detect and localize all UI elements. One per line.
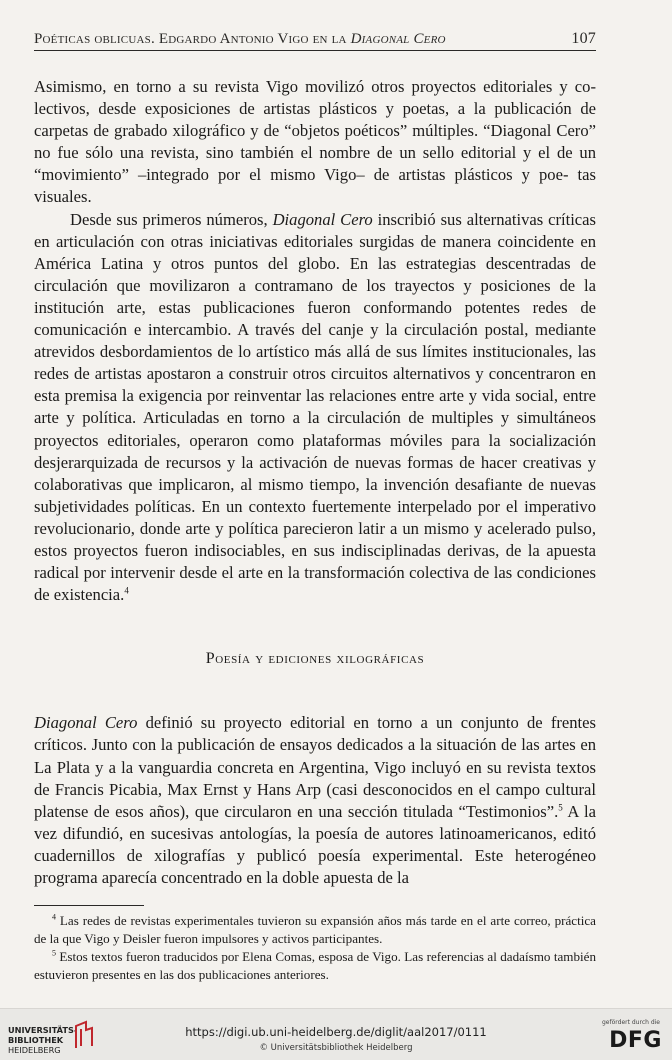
viewer-footer: [0, 1008, 672, 1060]
footnote-4: $^4$ Las redes de revistas experimentales tuvieron su expansión años más tarde en el arte correo, práctica de la que Vigo y Deisler fueron impulsores y activos participantes.: [34, 912, 596, 947]
paragraph-3: Diagonal Cero definió su proyecto editorial en torno a un conjunto de frentes críticos. Junto con la publicación de ensayos dedicados a la situación de las artes en La Plata y a la vanguardia concreta en Argentina, Vigo incluyó en su revista textos de Francis Picabia, Max Ernst y Hans Arp (casi desconocidos en el campo cultural platense de esos años), que circularon en una sección titulada “Testimonios”.$^5$ A la vez difundió, en sucesivas antologías, la poesía de autores latinoamericanos, editó cuadernillos de xilografías y publicó poesía experimental. Este heterogéneo programa aparecía concentrado en la doble apuesta de la: [34, 713, 596, 887]
library-logo-text: UNIVERSITÄTS- BIBLIOTHEK HEIDELBERG: [8, 1025, 78, 1055]
body-text: [34, 76, 596, 984]
footnote-ref-4[interactable]: 4: [124, 585, 129, 596]
page-number: 107: [571, 30, 596, 47]
running-head: [34, 30, 596, 51]
section-heading: Poesía y ediciones xilográficas: [205, 650, 425, 668]
permalink-url[interactable]: https://digi.ub.uni-heidelberg.de/diglit/aal2017/0111: [185, 1025, 487, 1039]
footnote-5: $^5$ Estos textos fueron traducidos por Elena Comas, esposa de Vigo. Las referencias al dadaísmo también estuvieron presentes en las dos publicaciones anteriores.: [34, 948, 596, 983]
paragraph-1: Asimismo, en torno a su revista Vigo movilizó otros proyectos editoriales y co- lectivos, desde exposiciones de artistas plásticos y poetas, a la publicación de carpetas de grabado xilográfico y de “objetos poéticos” múltiples. “Diagonal Cero” no fue sólo una revista, sino también el nombre de un sello editorial y el de un “movimiento” –integrado por el mismo Vigo– de artistas plásticos y poe- tas visuales.: [34, 77, 597, 207]
footnotes: [34, 912, 596, 984]
running-head-title: Poéticas oblicuas. Edgardo Antonio Vigo en la Diagonal Cero: [34, 31, 446, 47]
copyright-notice: © Universitätsbibliothek Heidelberg: [259, 1043, 413, 1053]
funded-by-label: gefördert durch die: [602, 1019, 660, 1026]
footnote-ref-5[interactable]: 5: [558, 802, 563, 813]
paragraph-2: Desde sus primeros números, Diagonal Cero inscribió sus alternativas críticas en articulación con otras iniciativas editoriales surgidas de manera coincidente en América Latina y otros puntos del globo. En las estrategias descentradas de circulación que movilizaron a contramano de los trayectos y posiciones de la institución arte, estas publicaciones fueron conformando potentes redes de comunicación e intercambio. A través del canje y la circulación postal, mediante atrevidos desbordamientos de lo artístico más allá de sus límites institucionales, las redes de artistas apostaron a construir otros circuitos alternativos y concentraron en esta premisa la exigencia por reinventar las relaciones entre arte y vida social, entre arte y política. Articuladas en torno a la circulación de multiples y simultáneos proyectos editoriales, operaron como plataformas móviles para la socialización desjerarquizada de recursos y la activación de nuevas formas de hacer creativas y colaborativas que implicaron, al mismo tiempo, la invención desafiante de nuevas subjetividades políticas. En un contexto fuertemente interpelado por el imperativo revolucionario, donde arte y política parecieron latir a un mismo y acelerado pulso, estos proyectos fueron indisociables, en sus indisciplinadas derivas, de la apuesta radical por intervenir desde el arte en la transformación colectiva de las condiciones de existencia.$^4$: [34, 209, 596, 605]
dfg-logo: DFG: [609, 1028, 662, 1053]
footnote-rule: [34, 905, 144, 906]
